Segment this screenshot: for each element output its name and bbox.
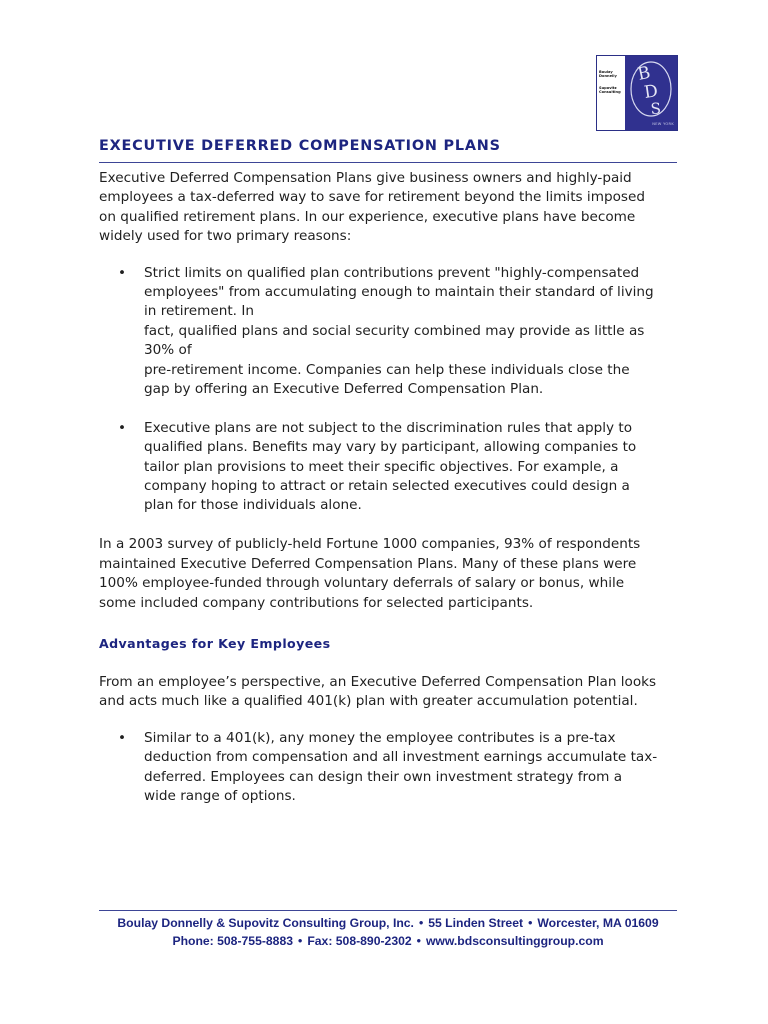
text-line: From an employee’s perspective, an Executive Deferred Compensation Plan looks [99,673,657,690]
text-line: employees a tax-deferred way to save for retirement beyond the limits imposed [99,189,645,206]
reasons-list [99,264,679,516]
text-line: tailor plan provisions to meet their specific objectives. For example, a [144,458,619,475]
section-heading: Advantages for Key Employees [99,635,331,651]
logo-text-line: Boulay [599,70,613,74]
text-line: in retirement. In [144,303,254,320]
footer-separator: • [418,916,424,930]
page-footer [70,915,706,950]
text-line: • Similar to a 401(k), any money the employee contributes is a pre-tax [144,729,616,746]
perspective-paragraph [99,673,679,712]
text-line: • Strict limits on qualified plan contributions prevent "highly-compensated [144,264,640,281]
footer-company: Boulay Donnelly & Supovitz Consulting Group, Inc. [117,916,414,930]
page-title: EXECUTIVE DEFERRED COMPENSATION PLANS [99,138,501,154]
footer-phone: Phone: 508-755-8883 [172,933,294,948]
text-line: widely used for two primary reasons: [99,228,352,245]
logo-letter-d: D [642,81,660,103]
title-divider [99,162,677,163]
footer-separator: • [528,916,533,930]
logo-text-line: Supovitz [599,85,617,90]
text-line: employees" from accumulating enough to maintain their standard of living [144,284,654,301]
text-line: In a 2003 survey of publicly-held Fortune 1000 companies, 93% of respondents [99,536,641,553]
text-line: and acts much like a qualified 401(k) plan with greater accumulation potential. [99,693,638,710]
logo-text [599,70,625,95]
text-line: fact, qualified plans and social security combined may provide as little as [144,322,645,339]
logo-tagline: NEW YORK [652,122,674,126]
company-logo [596,55,678,131]
text-line: on qualified retirement plans. In our experience, executive plans have become [99,208,636,225]
text-line: wide range of options. [144,787,296,804]
text-line: qualified plans. Benefits may vary by participant, allowing companies to [144,439,637,456]
survey-paragraph [99,535,679,613]
text-line: deferred. Employees can design their own investment strategy from a [144,768,623,785]
text-line: pre-retirement income. Companies can help these individuals close the [144,361,630,378]
footer-street: 55 Linden Street [428,916,524,930]
intro-paragraph [99,169,679,247]
text-line: company hoping to attract or retain selected executives could design a [144,478,630,495]
list-item [99,729,679,807]
logo-emblem [625,56,677,130]
document-body [99,136,679,826]
logo-text-line: Consulting [599,90,621,95]
text-line: maintained Executive Deferred Compensation Plans. Many of these plans were [99,555,637,572]
text-line: Executive Deferred Compensation Plans give business owners and highly-paid [99,170,632,186]
footer-city: Worcester, MA 01609 [537,916,659,930]
footer-website-link[interactable]: www.bdsconsultinggroup.com [425,933,604,948]
text-line: gap by offering an Executive Deferred Compensation Plan. [144,381,544,398]
footer-fax: Fax: 508-890-2302 [307,933,412,948]
logo-letter-b: B [635,62,653,85]
footer-separator: • [416,933,421,948]
list-item [99,264,679,400]
text-line: • Executive plans are not subject to the discrimination rules that apply to [144,419,633,436]
text-line: plan for those individuals alone. [144,497,362,514]
footer-address-row [70,915,706,933]
text-line: deduction from compensation and all investment earnings accumulate tax- [144,749,658,766]
text-line: 30% of [144,342,192,359]
footer-separator: • [298,933,303,948]
text-line: 100% employee-funded through voluntary deferrals of salary or bonus, while [99,575,625,592]
logo-text-line: Donnelly [599,74,617,79]
text-line: some included company contributions for selected participants. [99,594,534,611]
advantages-list [99,729,679,807]
footer-divider [99,910,677,911]
logo-letter-s: S [650,99,662,118]
list-item [99,419,679,516]
logo-letters-graphic [625,56,677,130]
footer-contact-row [70,933,706,951]
